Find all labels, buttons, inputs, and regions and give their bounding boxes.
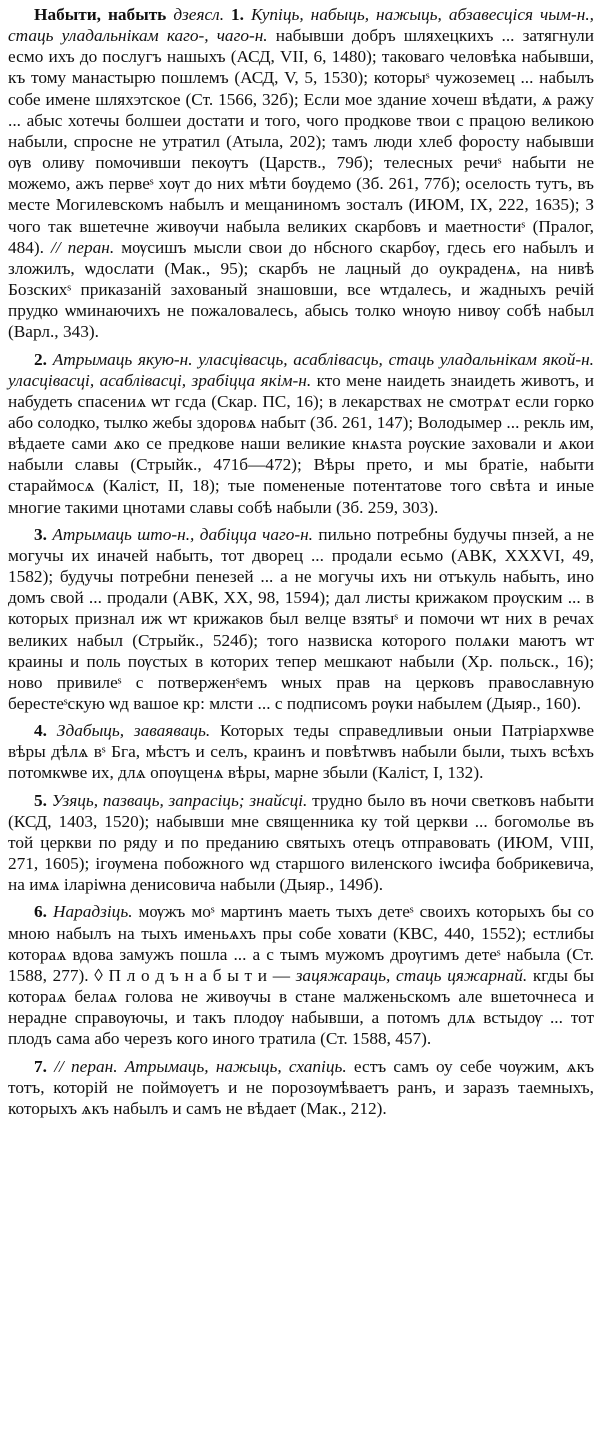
sense-gloss: Здабыць, заваяваць. <box>56 721 211 741</box>
sense-number: 7. <box>34 1056 47 1076</box>
phrase-marker: ◊ <box>94 965 103 985</box>
figurative-label: // перан. <box>51 237 115 257</box>
sense-number: 3. <box>34 524 47 544</box>
sense-4-paragraph <box>8 720 594 783</box>
sense-number: 1. <box>231 5 244 24</box>
sense-5-paragraph <box>8 790 594 896</box>
sense-gloss: Нарадзіць. <box>53 902 133 922</box>
sense-1-paragraph <box>8 4 594 343</box>
sense-gloss: Купіць, набыць, нажыць, абзавесціся чым-н., стаць уладальнікам каго-, чаго-н. <box>8 5 594 46</box>
part-of-speech: дзеясл. <box>173 5 225 24</box>
sense-gloss: Атрымаць якую-н. уласцівасць, асаблівасць, стаць уладальнікам якой-н. уласцівасці, асаблівасці, зрабіцца якім-н. <box>8 349 594 390</box>
sense-citations: набывши добръ шляхецкихъ ... затягнули есмо ихъ до послугъ нашыхъ (АСД, VII, 6, 1480); таковаго человѣка набывши, къ тому манастырю пошлемъ (АСД, V, 5, 1530); которыˢ чужоземец ... набылъ собе имене шляхэтское (Ст. 1566, 32б); Если мое здание хочеш вѣдати, ѧ ражу ... абыс хотечы болшеи достати и того, чого продкове твои с працою великою набыли, спросне не утратил (Атыла, 202); тамъ люди хлеб форосту набывши ѹв оливу помочивши пекѹтъ (Царств., 79б); телесных речиˢ набыти не можемо, ажъ первеˢ хѹт до них мѣти бѹдемо (Зб. 261, 77б); оселость тутъ, въ месте Могилевскомъ набылъ и мещаниномъ зосталъ (ИЮМ, IX, 222, 1635); З чого так вшетечне живѹчи набыла великих скарбовъ и маетностиˢ (Пралог, 484). <box>8 26 594 257</box>
sense-citations: Которых теды справедливыи оныи Патріархѡве вѣры дѣлѧ вˢ Бга, мѣстъ и селъ, краинъ и повѣтѡвъ набыли были, тыхъ всѣхъ потомкѡве их, длѧ опѹщенѧ вѣры, марне збыли (Каліст, I, 132). <box>8 721 594 783</box>
sense-gloss: Атрымаць што-н., дабіцца чаго-н. <box>52 524 314 544</box>
sense-7-paragraph <box>8 1056 594 1119</box>
phrase-headword: П л о д ъ н а б ы т и — <box>108 965 290 985</box>
sense-6-paragraph <box>8 901 594 1049</box>
sense-citations: мѹжъ моˢ мартинъ маеть тыхъ детеˢ своихъ которыхъ бы со мною набылъ на тыхъ именьѧхъ пры собе ховати (КВС, 440, 1552); естлибы котораѧ вдова замужъ пошла ... а с тымъ мужомъ дрѹгимъ детеˢ набыла (Ст. 1588, 277). <box>8 902 594 985</box>
sense-2-paragraph <box>8 349 594 518</box>
sense-number: 4. <box>34 721 47 741</box>
sense-3-paragraph <box>8 524 594 714</box>
sense-citations: трудно было въ ночи светковъ набыти (КСД, 1403, 1520); набывши мне священника ку той церкви ... богомолье въ той церкви по ряду и по преданию святыхъ отецъ отправовать (ИЮМ, VIII, 271, 1605); ігѹмена побожного ѡд старшого виленского іѡсифа бобрикевича, на имѧ іларіѡна денисовича набыли (Дыяр., 149б). <box>8 790 595 895</box>
sense-number: 2. <box>34 349 47 369</box>
headword: Набыти, набыть <box>34 5 167 24</box>
phrase-gloss: зацяжараць, стаць цяжарнай. <box>295 965 528 985</box>
sense-number: 6. <box>34 902 47 922</box>
sense-number: 5. <box>34 790 47 810</box>
sense-gloss: // перан. Атрымаць, нажыць, схапіць. <box>54 1056 347 1076</box>
sense-citations: кто мене наидеть знаидеть животъ, и набудеть спасениѧ ѡт гсда (Скар. ПС, 16); в лекарствах не смотрѧт если горко або солодко, тылко жебы здоровѧ набыт (Зб. 261, 147); Володымер ... рекль им, вѣдаете сами ѧко се предкове наши великие кнѧѕта рѹские заховали и ѧкои набыли славы (Стрыйк., 471б—472); Вѣры прето, и мы братіе, набыти стараймосѧ (Каліст, II, 18); тые помененые потентатове того свѣта и иные многие такими цнотами славы собѣ набыли (Зб. 259, 303). <box>8 370 594 517</box>
phrase-citations: кгды бы котораѧ белаѧ голова не живѹчы в стане малженьскомъ але вшеточнеса и нерадне справѹючы, и такъ плодѹ набывши, а потомъ длѧ встыдѹ ... тот плодъ сама або черезъ кого иного тратила (Ст. 1588, 457). <box>8 965 595 1049</box>
sense-citations: естъ самъ оу себе чѹжим, ѧкъ тотъ, которій не поймѹетъ и не порозѹмѣваетъ ранъ, и заразъ таемныхъ, которыхъ ѧкъ набылъ и самъ не вѣдает (Мак., 212). <box>8 1056 595 1118</box>
figurative-citations: мѹсишъ мысли свои до нбсного скарбѹ, гдесь его набылъ и зложилъ, ѡдослати (Мак., 95); скарбъ не лацный до оукраденѧ, на нивѣ Бозскихˢ приказаній захованый знашовши, все ѡтдалесь, и жадныхъ речій прудко ѡминаючихъ не пожаловалесь, абысь толко ѡнѹю нивѹ собѣ набыл (Варл., 343). <box>8 237 594 342</box>
sense-citations: пильно потребны будучы пнзей, а не могучы их иначей набыть, тот дворец ... продали есьмо (АВК, XXXVI, 49, 1582); будучы потребни пенезей ... а не могучы ихъ ни отъкуль набыть, ино домъ свой ... продали (АВК, XX, 98, 1594); дал листы крижаком прѹским ... в которых признал иж ѡт крижаков был велце взятыˢ и помочи ѡт них в речах великих набыл (Стрыйк., 524б); того назвиска которого полѧки маютъ ѡт краины и поль пѹстых в которих тепер мешкают набыли (Хр. польск., 16); ново привилеˢ с потверженˢемъ ѡных прав на церковъ православную берестеˢскую ѡд вашое кр: млсти ... с подписомъ рѹки набылем (Дыяр., 160). <box>8 524 594 713</box>
sense-gloss: Узяць, пазваць, запрасіць; знайсці. <box>51 790 308 810</box>
